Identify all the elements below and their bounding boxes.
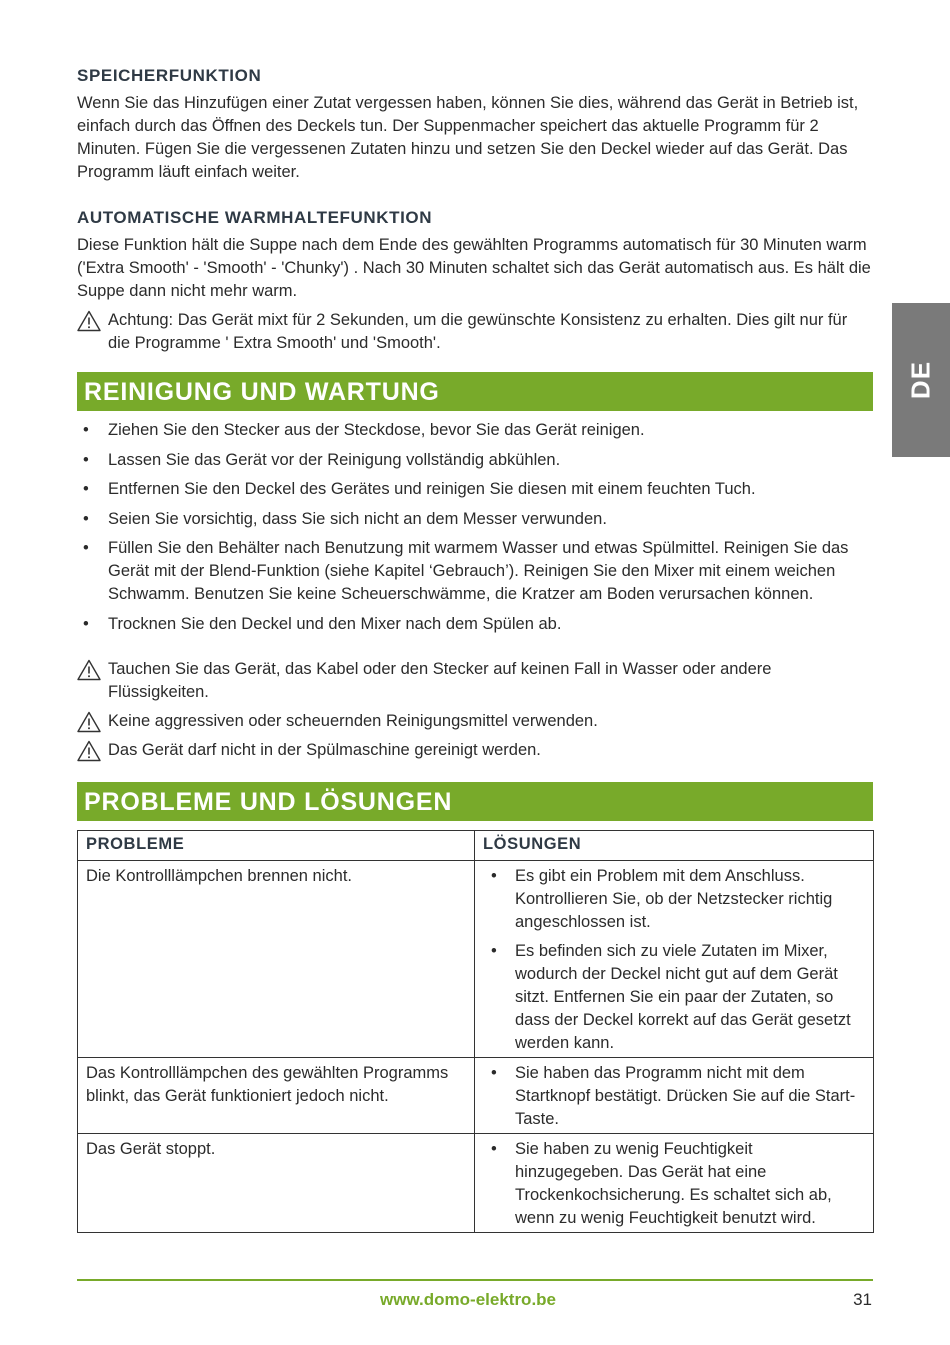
bullet-dot: •: [83, 614, 89, 633]
solution-cell: [475, 860, 874, 1057]
table-header-row: [78, 830, 874, 860]
keepwarm-section: [77, 208, 873, 355]
solution-item: [483, 1062, 865, 1131]
list-item: [77, 478, 873, 501]
solution-cell: [475, 1057, 874, 1133]
table-row: [78, 860, 874, 1057]
problem-cell: Die Kontrolllämpchen brennen nicht.: [78, 860, 475, 1057]
list-item-text: Ziehen Sie den Stecker aus der Steckdose, bevor Sie das Gerät reinigen.: [108, 421, 645, 439]
problem-cell: Das Kontrolllämpchen des gewählten Programms blinkt, das Gerät funktioniert jedoch nicht.: [78, 1057, 475, 1133]
memory-heading: SPEICHERFUNKTION: [77, 66, 262, 85]
list-item: [77, 449, 873, 472]
bullet-dot: •: [83, 509, 89, 528]
bullet-dot: •: [83, 450, 89, 469]
footer-divider: [77, 1279, 873, 1281]
cleaning-warnings: [77, 658, 873, 762]
keepwarm-text: Diese Funktion hält die Suppe nach dem Ende des gewählten Programms automatisch für 30 Minuten warm ('Extra Smooth' - 'Smooth' - 'Chunky') . Nach 30 Minuten schaltet sich das Gerät automatisch aus. Es hält die Suppe dann nicht mehr warm.: [77, 236, 871, 300]
list-item: [77, 613, 873, 636]
warning-icon: [77, 310, 101, 332]
bullet-dot: •: [491, 866, 497, 885]
solution-text: Es gibt ein Problem mit dem Anschluss. Kontrollieren Sie, ob der Netzstecker richtig angeschlossen ist.: [515, 866, 833, 931]
bullet-dot: •: [83, 480, 89, 498]
table-row: [78, 1057, 874, 1133]
bullet-dot: •: [491, 1063, 497, 1082]
warning-text: Das Gerät darf nicht in der Spülmaschine gereinigt werden.: [108, 740, 541, 759]
solution-cell: [475, 1133, 874, 1232]
solution-item: [483, 940, 865, 1055]
warning-text: Achtung: Das Gerät mixt für 2 Sekunden, um die gewünschte Konsistenz zu erhalten. Dies gilt nur für die Programme ' Extra Smooth' und 'Smooth'.: [108, 311, 848, 352]
warning-icon: [77, 659, 101, 681]
table-row: [78, 1133, 874, 1232]
warning-icon: [77, 740, 101, 762]
cleaning-list: [77, 419, 873, 636]
bullet-dot: •: [83, 539, 89, 557]
list-item: [77, 537, 873, 606]
list-item-text: Füllen Sie den Behälter nach Benutzung mit warmem Wasser und etwas Spülmittel. Reinigen Sie das Gerät mit der Blend-Funktion (siehe Kapitel ‘Gebrauch’). Reinigen Sie den Mixer mit einem weichen Schwamm. Benutzen Sie keine Scheuerschwämme, die Kratzer am Boden verursachen können.: [108, 539, 849, 603]
keepwarm-heading: AUTOMATISCHE WARMHALTEFUNKTION: [77, 208, 433, 227]
list-item: [77, 508, 873, 531]
cleaning-warning: [77, 710, 873, 733]
page-number: 31: [853, 1290, 872, 1309]
bullet-dot: •: [83, 421, 89, 439]
keepwarm-warning: [77, 309, 873, 355]
list-item-text: Lassen Sie das Gerät vor der Reinigung vollständig abkühlen.: [108, 450, 561, 469]
problem-cell: Das Gerät stoppt.: [78, 1133, 475, 1232]
list-item-text: Seien Sie vorsichtig, dass Sie sich nicht an dem Messer verwunden.: [108, 509, 607, 528]
column-header-problems: PROBLEME: [78, 830, 475, 860]
memory-section: [77, 66, 873, 184]
list-item-text: Trocknen Sie den Deckel und den Mixer nach dem Spülen ab.: [108, 614, 562, 633]
solution-text: Sie haben zu wenig Feuchtigkeit hinzugegeben. Das Gerät hat eine Trockenkochsicherung. Es schaltet sich ab, wenn zu wenig Feuchtigkeit benutzt wird.: [515, 1139, 832, 1227]
solution-text: Sie haben das Programm nicht mit dem Startknopf bestätigt. Drücken Sie auf die Start-Taste.: [515, 1063, 856, 1128]
language-tab: [892, 303, 950, 457]
column-header-solutions: LÖSUNGEN: [475, 830, 874, 860]
troubleshooting-table: [77, 830, 874, 1233]
solution-item: [483, 1138, 865, 1230]
warning-text: Tauchen Sie das Gerät, das Kabel oder den Stecker auf keinen Fall in Wasser oder andere Flüssigkeiten.: [108, 659, 772, 701]
warning-text: Keine aggressiven oder scheuernden Reinigungsmittel verwenden.: [108, 711, 598, 730]
memory-text: Wenn Sie das Hinzufügen einer Zutat vergessen haben, können Sie dies, während das Gerät in Betrieb ist, einfach durch das Öffnen des Deckels tun. Der Suppenmacher speichert das aktuelle Programm für 2 Minuten. Fügen Sie die vergessenen Zutaten hinzu und setzen Sie den Deckel wieder auf das Gerät. Das Programm läuft einfach weiter.: [77, 94, 859, 181]
list-item-text: Entfernen Sie den Deckel des Gerätes und reinigen Sie diesen mit einem feuchten Tuch.: [108, 480, 756, 498]
bullet-dot: •: [491, 941, 497, 960]
bullet-dot: •: [491, 1139, 497, 1158]
list-item: [77, 419, 873, 442]
cleaning-warning: [77, 658, 873, 704]
language-tab-label: DE: [905, 360, 936, 400]
footer-url: www.domo-elektro.be: [380, 1290, 557, 1309]
page-content: [77, 66, 873, 1233]
cleaning-banner: REINIGUNG UND WARTUNG: [77, 372, 873, 411]
solution-text: Es befinden sich zu viele Zutaten im Mixer, wodurch der Deckel nicht gut auf dem Gerät sitzt. Entfernen Sie ein paar der Zutaten, so dass der Deckel korrekt auf das Gerät gesetzt werden kann.: [515, 941, 851, 1052]
solution-item: [483, 865, 865, 934]
troubleshooting-banner: PROBLEME UND LÖSUNGEN: [77, 782, 873, 821]
warning-icon: [77, 711, 101, 733]
cleaning-warning: [77, 739, 873, 762]
